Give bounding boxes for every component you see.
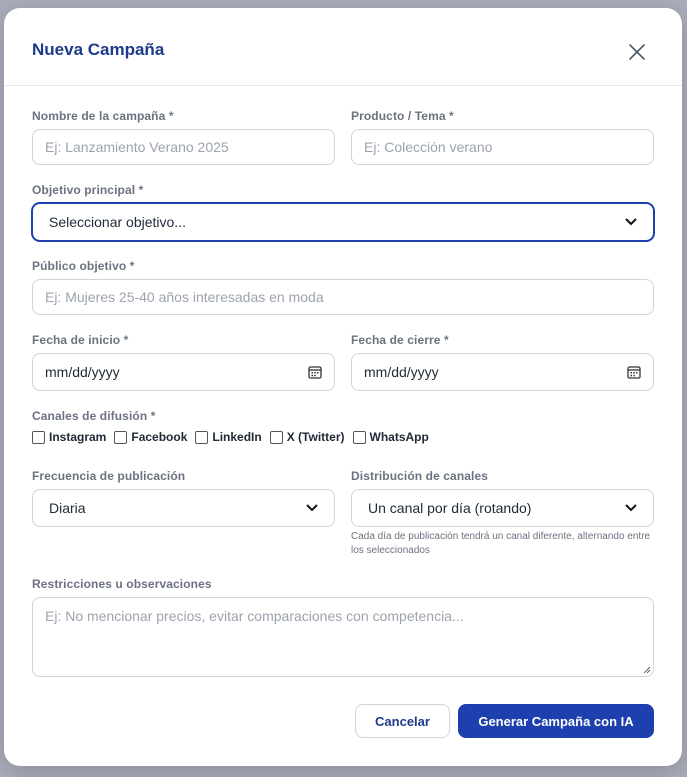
chevron-down-icon (625, 218, 637, 226)
distribution-select[interactable] (351, 489, 654, 527)
restrictions-textarea[interactable] (32, 597, 654, 677)
frequency-select[interactable] (32, 489, 335, 527)
channel-x-twitter[interactable] (270, 430, 345, 444)
generate-campaign-button[interactable]: Generar Campaña con IA (458, 704, 654, 738)
checkbox[interactable] (32, 431, 45, 444)
frequency-label: Frecuencia de publicación (32, 469, 186, 483)
objective-label: Objetivo principal * (32, 183, 144, 197)
end-date-value: mm/dd/yyyy (364, 364, 439, 380)
chevron-down-icon (306, 504, 318, 512)
channels-label: Canales de difusión * (32, 409, 156, 423)
calendar-icon[interactable] (627, 365, 641, 379)
end-date-label: Fecha de cierre * (351, 333, 449, 347)
new-campaign-modal (4, 8, 682, 766)
channel-instagram[interactable] (32, 430, 106, 444)
audience-placeholder: Ej: Mujeres 25-40 años interesadas en moda (45, 289, 324, 305)
channel-linkedin[interactable] (195, 430, 261, 444)
frequency-value: Diaria (49, 500, 86, 516)
checkbox[interactable] (270, 431, 283, 444)
channel-label: X (Twitter) (286, 430, 345, 444)
campaign-name-placeholder: Ej: Lanzamiento Verano 2025 (45, 139, 229, 155)
channel-label: Instagram (49, 430, 107, 444)
modal-header (4, 8, 682, 86)
audience-label: Público objetivo * (32, 259, 135, 273)
checkbox[interactable] (195, 431, 208, 444)
start-date-label: Fecha de inicio * (32, 333, 129, 347)
channels-group (32, 430, 429, 444)
resize-handle-icon[interactable] (643, 666, 651, 674)
product-label: Producto / Tema * (351, 109, 454, 123)
objective-select[interactable] (32, 203, 654, 241)
close-icon[interactable] (626, 41, 648, 63)
chevron-down-icon (625, 504, 637, 512)
end-date-input[interactable] (351, 353, 654, 391)
calendar-icon[interactable] (308, 365, 322, 379)
start-date-value: mm/dd/yyyy (45, 364, 120, 380)
product-placeholder: Ej: Colección verano (364, 139, 493, 155)
channel-whatsapp[interactable] (353, 430, 429, 444)
checkbox[interactable] (114, 431, 127, 444)
campaign-name-label: Nombre de la campaña * (32, 109, 174, 123)
restrictions-label: Restricciones u observaciones (32, 577, 212, 591)
restrictions-placeholder: Ej: No mencionar precios, evitar comparaciones con competencia... (45, 608, 464, 624)
distribution-label: Distribución de canales (351, 469, 489, 483)
campaign-name-input[interactable] (32, 129, 335, 165)
modal-title: Nueva Campaña (32, 40, 165, 59)
channel-label: Facebook (131, 430, 188, 444)
objective-value: Seleccionar objetivo... (49, 214, 186, 230)
distribution-value: Un canal por día (rotando) (368, 500, 532, 516)
channel-label: LinkedIn (212, 430, 262, 444)
product-input[interactable] (351, 129, 654, 165)
cancel-button[interactable]: Cancelar (355, 704, 450, 738)
distribution-hint: Cada día de publicación tendrá un canal diferente, alternando entre los seleccionados (351, 531, 651, 556)
channel-label: WhatsApp (369, 430, 429, 444)
audience-input[interactable] (32, 279, 654, 315)
start-date-input[interactable] (32, 353, 335, 391)
checkbox[interactable] (353, 431, 366, 444)
channel-facebook[interactable] (114, 430, 187, 444)
